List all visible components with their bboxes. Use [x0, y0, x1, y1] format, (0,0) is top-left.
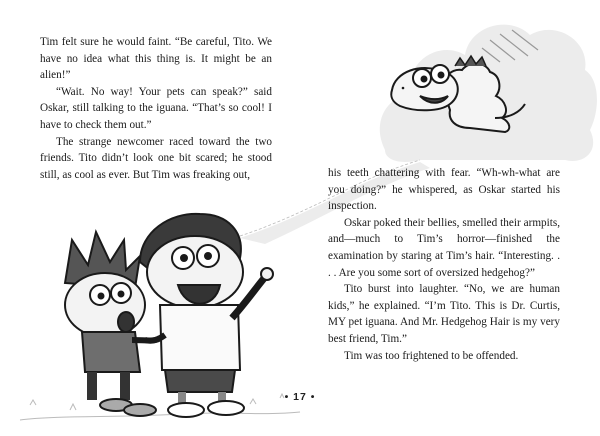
- paragraph: The strange newcomer raced toward the two friends. Tito didn’t look one bit scared; he stood still, as cool as ever. But Tim was freaking out,: [40, 135, 272, 181]
- tito-illustration: [140, 214, 273, 417]
- paragraph: Tim felt sure he would faint. “Be careful, Tito. We have no idea what this thing is. It might be an alien!”: [40, 36, 272, 82]
- left-column-text: [40, 34, 272, 183]
- page-number: • 17 •: [284, 391, 316, 403]
- paragraph: Oskar poked their bellies, smelled their armpits, and—much to Tim’s horror—finished the examination by staring at Tim’s hair. “Interesting. . . . Are you some sort of oversized hedgehog?”: [328, 216, 560, 279]
- right-column-text: [328, 165, 560, 364]
- paragraph: Tito burst into laughter. “No, we are human kids,” he explained. “I’m Tito. This is Dr. Curtis, MY pet iguana. And Mr. Hedgehog Hair is my very best friend, Tim.”: [328, 283, 560, 345]
- paragraph: his teeth chattering with fear. “Wh-wh-what are you doing?” he whispered, as Oskar started his inspection.: [328, 167, 560, 213]
- paragraph: “Wait. No way! Your pets can speak?” said Oskar, still talking to the iguana. “That’s so cool! I have to check them out.”: [40, 85, 272, 131]
- paragraph: Tim was too frightened to be offended.: [344, 349, 519, 362]
